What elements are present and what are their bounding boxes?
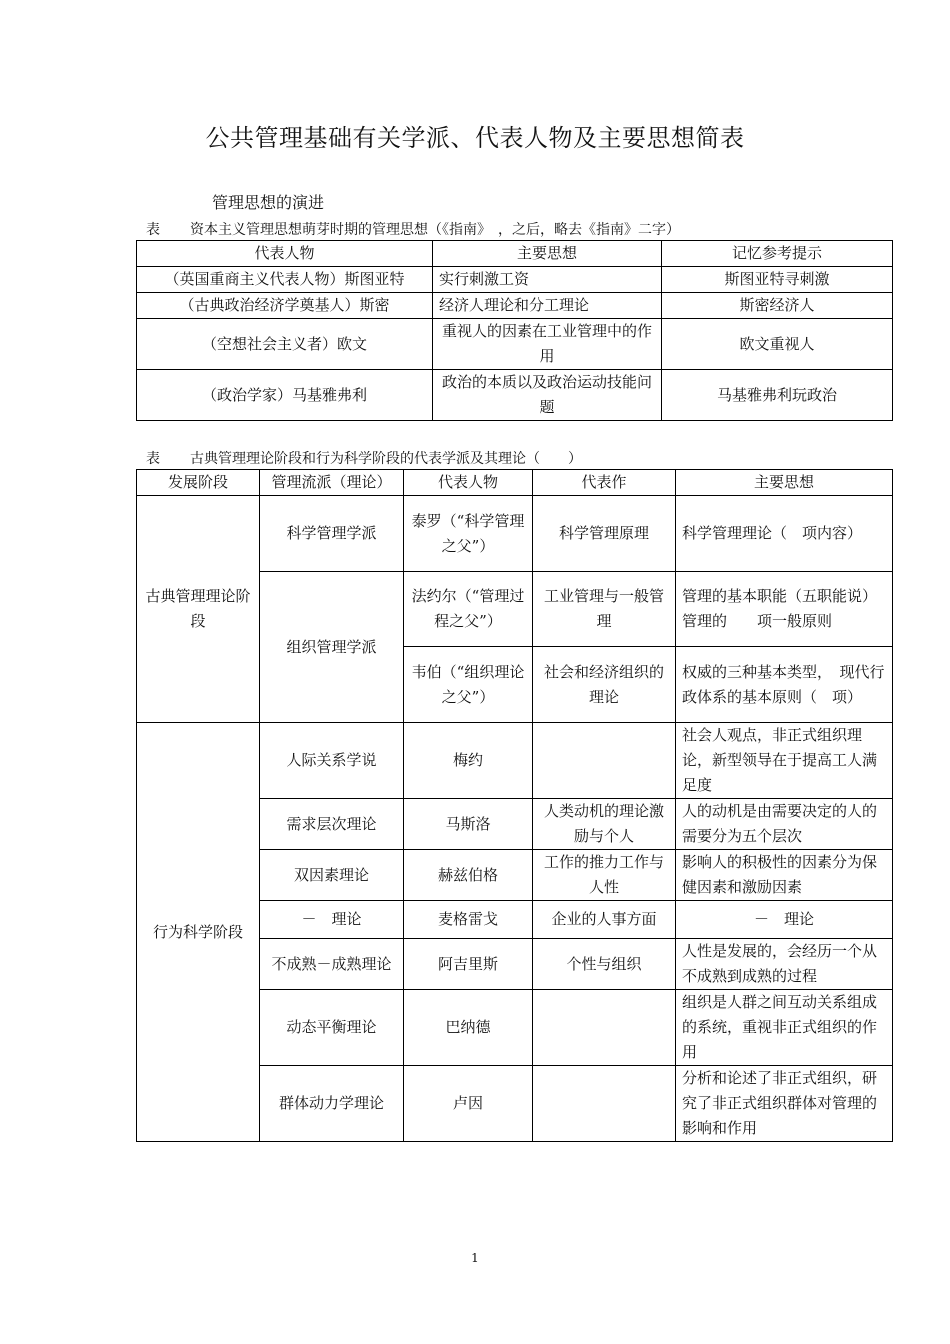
table-row	[137, 319, 893, 370]
header-cell: 主要思想	[676, 470, 893, 496]
section-heading: 管理思想的演进	[212, 193, 325, 212]
person-cell: 麦格雷戈	[404, 901, 533, 939]
work-cell: 个性与组织	[533, 939, 676, 990]
work-cell: 工作的推力工作与人性	[533, 850, 676, 901]
theory-cell: － 理论	[260, 901, 404, 939]
table-cell: 政治的本质以及政治运动技能问题	[433, 370, 662, 421]
work-cell: 企业的人事方面	[533, 901, 676, 939]
table-header-row	[137, 241, 893, 267]
table-cell: 重视人的因素在工业管理中的作用	[433, 319, 662, 370]
work-cell	[533, 723, 676, 799]
table-row	[137, 267, 893, 293]
table-cell: （空想社会主义者）欧文	[137, 319, 433, 370]
document-title: 公共管理基础有关学派、代表人物及主要思想简表	[205, 124, 745, 152]
idea-line: 管理的 项一般原则	[682, 612, 833, 630]
table2-caption-label: 表	[146, 451, 160, 467]
header-cell: 管理流派（理论）	[260, 470, 404, 496]
person-cell: 卢因	[404, 1066, 533, 1142]
table-row	[137, 496, 893, 572]
idea-cell: 人的动机是由需要决定的人的需要分为五个层次	[676, 799, 893, 850]
person-cell: 马斯洛	[404, 799, 533, 850]
person-cell: 赫兹伯格	[404, 850, 533, 901]
work-cell: 科学管理原理	[533, 496, 676, 572]
table2-caption-text: 古典管理理论阶段和行为科学阶段的代表学派及其理论（ ）	[190, 451, 582, 467]
person-cell: 梅约	[404, 723, 533, 799]
table1-caption	[146, 219, 680, 239]
header-cell: 主要思想	[433, 241, 662, 267]
idea-cell: － 理论	[676, 901, 893, 939]
theory-cell: 需求层次理论	[260, 799, 404, 850]
stage-cell: 行为科学阶段	[137, 723, 260, 1142]
table-row	[137, 370, 893, 421]
header-cell: 代表人物	[137, 241, 433, 267]
work-cell: 工业管理与一般管理	[533, 572, 676, 647]
page-number: 1	[471, 1251, 479, 1265]
table-row	[137, 293, 893, 319]
work-cell: 社会和经济组织的理论	[533, 647, 676, 723]
stage-cell: 古典管理理论阶段	[137, 496, 260, 723]
table-early-management-thought	[136, 240, 893, 421]
school-cell: 组织管理学派	[260, 572, 404, 723]
idea-cell: 权威的三种基本类型， 现代行政体系的基本原则（ 项）	[676, 647, 893, 723]
table-cell: （英国重商主义代表人物）斯图亚特	[137, 267, 433, 293]
header-cell: 记忆参考提示	[662, 241, 893, 267]
idea-cell	[676, 572, 893, 647]
theory-cell: 双因素理论	[260, 850, 404, 901]
work-cell	[533, 990, 676, 1066]
table1-caption-label: 表	[146, 222, 160, 238]
idea-cell: 社会人观点，非正式组织理论，新型领导在于提高工人满足度	[676, 723, 893, 799]
table-cell: 欧文重视人	[662, 319, 893, 370]
table2-caption	[146, 448, 582, 468]
table-cell: （古典政治经济学奠基人）斯密	[137, 293, 433, 319]
idea-cell: 分析和论述了非正式组织，研究了非正式组织群体对管理的影响和作用	[676, 1066, 893, 1142]
idea-cell: 组织是人群之间互动关系组成的系统，重视非正式组织的作用	[676, 990, 893, 1066]
table-cell: 经济人理论和分工理论	[433, 293, 662, 319]
idea-cell: 科学管理理论（ 项内容）	[676, 496, 893, 572]
person-cell: 泰罗（“科学管理之父”）	[404, 496, 533, 572]
theory-cell: 人际关系学说	[260, 723, 404, 799]
table-cell: 斯密经济人	[662, 293, 893, 319]
header-cell: 代表作	[533, 470, 676, 496]
person-cell: 法约尔（“管理过程之父”）	[404, 572, 533, 647]
table-schools-and-theories	[136, 469, 893, 1142]
header-cell: 代表人物	[404, 470, 533, 496]
table-row	[137, 723, 893, 799]
table-cell: 马基雅弗利玩政治	[662, 370, 893, 421]
idea-cell: 人性是发展的，会经历一个从不成熟到成熟的过程	[676, 939, 893, 990]
table-cell: 实行刺激工资	[433, 267, 662, 293]
header-cell: 发展阶段	[137, 470, 260, 496]
table1-caption-text: 资本主义管理思想萌芽时期的管理思想（《指南》 ，之后，略去《指南》二字）	[190, 222, 680, 238]
table-cell: 斯图亚特寻刺激	[662, 267, 893, 293]
table-header-row	[137, 470, 893, 496]
table-cell: （政治学家）马基雅弗利	[137, 370, 433, 421]
school-cell: 科学管理学派	[260, 496, 404, 572]
theory-cell: 不成熟－成熟理论	[260, 939, 404, 990]
theory-cell: 群体动力学理论	[260, 1066, 404, 1142]
idea-line: 管理的基本职能（五职能说）	[682, 587, 878, 605]
work-cell	[533, 1066, 676, 1142]
work-cell: 人类动机的理论激励与个人	[533, 799, 676, 850]
person-cell: 巴纳德	[404, 990, 533, 1066]
person-cell: 韦伯（“组织理论之父”）	[404, 647, 533, 723]
person-cell: 阿吉里斯	[404, 939, 533, 990]
theory-cell: 动态平衡理论	[260, 990, 404, 1066]
idea-cell: 影响人的积极性的因素分为保健因素和激励因素	[676, 850, 893, 901]
